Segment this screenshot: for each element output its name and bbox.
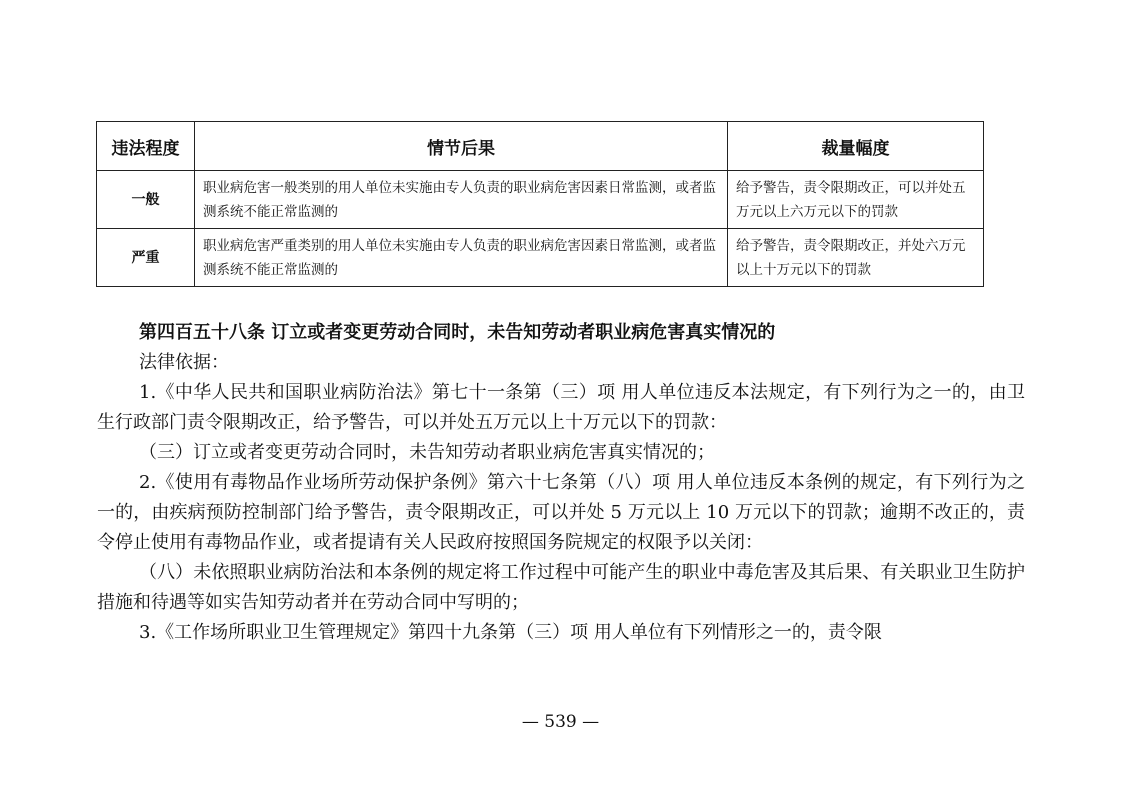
row-level: 严重 [97, 229, 195, 287]
article-body [97, 318, 1025, 648]
legal-basis-label: 法律依据： [139, 352, 229, 373]
table-header-row [97, 122, 984, 171]
row-penalty: 给予警告，责令限期改正，可以并处五万元以上六万元以下的罚款 [728, 171, 984, 229]
basis-paragraph-3: 3.《工作场所职业卫生管理规定》第四十九条第（三）项 用人单位有下列情形之一的，责令限 [139, 622, 882, 643]
table-row [97, 229, 984, 287]
basis-paragraph-1: 1.《中华人民共和国职业病防治法》第七十一条第（三）项 用人单位违反本法规定，有下列行为之一的，由卫生行政部门责令限期改正，给予警告，可以并处五万元以上十万元以下的罚款： [97, 382, 1025, 433]
penalty-table [96, 121, 984, 287]
header-level: 违法程度 [97, 122, 195, 171]
article-heading: 第四百五十八条 订立或者变更劳动合同时，未告知劳动者职业病危害真实情况的 [139, 322, 776, 343]
row-circumstance: 职业病危害严重类别的用人单位未实施由专人负责的职业病危害因素日常监测，或者监测系统不能正常监测的 [195, 229, 728, 287]
table-row [97, 171, 984, 229]
basis-item-1: （三）订立或者变更劳动合同时，未告知劳动者职业病危害真实情况的； [139, 442, 715, 463]
header-penalty: 裁量幅度 [728, 122, 984, 171]
row-level: 一般 [97, 171, 195, 229]
row-penalty: 给予警告，责令限期改正，并处六万元以上十万元以下的罚款 [728, 229, 984, 287]
page-number: — 539 — [521, 712, 600, 732]
header-circumstance: 情节后果 [195, 122, 728, 171]
basis-item-2: （八）未依照职业病防治法和本条例的规定将工作过程中可能产生的职业中毒危害及其后果、有关职业卫生防护措施和待遇等如实告知劳动者并在劳动合同中写明的； [97, 562, 1025, 613]
row-circumstance: 职业病危害一般类别的用人单位未实施由专人负责的职业病危害因素日常监测，或者监测系统不能正常监测的 [195, 171, 728, 229]
basis-paragraph-2: 2.《使用有毒物品作业场所劳动保护条例》第六十七条第（八）项 用人单位违反本条例的规定，有下列行为之一的，由疾病预防控制部门给予警告，责令限期改正，可以并处 5 万元以上 10 万元以下的罚款；逾期不改正的，责令停止使用有毒物品作业，或者提请有关人民政府按照国务院规定的权限予以关闭： [97, 472, 1025, 553]
